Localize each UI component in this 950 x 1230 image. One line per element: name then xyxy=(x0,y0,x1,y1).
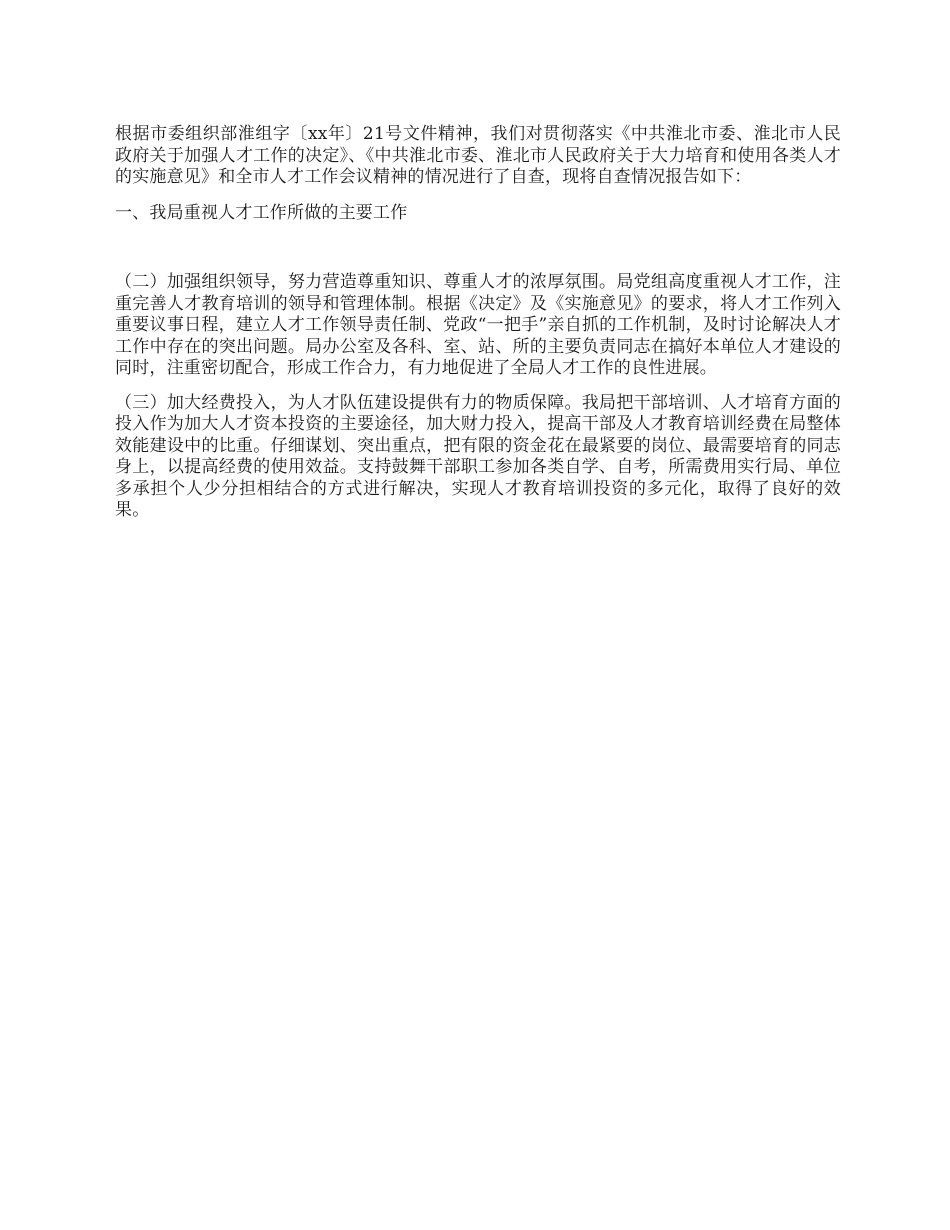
section-heading: 一、我局重视人才工作所做的主要工作 xyxy=(115,202,408,223)
intro-paragraph: 根据市委组织部淮组字〔xx年〕21号文件精神，我们对贯彻落实《中共淮北市委、淮北市人民政府关于加强人才工作的决定》、《中共淮北市委、淮北市人民政府关于大力培育和使用各类人才的实施意见》和全市人才工作会议精神的情况进行了自查，现将自查情况报告如下： xyxy=(115,124,841,187)
paragraph-section-two: （二）加强组织领导，努力营造尊重知识、尊重人才的浓厚氛围。局党组高度重视人才工作，注重完善人才教育培训的领导和管理体制。根据《决定》及《实施意见》的要求，将人才工作列入重要议事日程，建立人才工作领导责任制、党政“一把手”亲自抓的工作机制，及时讨论解决人才工作中存在的突出问题。局办公室及各科、室、站、所的主要负责同志在搞好本单位人才建设的同时，注重密切配合，形成工作合力，有力地促进了全局人才工作的良性进展。 xyxy=(115,272,841,378)
document-body xyxy=(115,124,841,522)
paragraph-section-three: （三）加大经费投入，为人才队伍建设提供有力的物质保障。我局把干部培训、人才培育方面的投入作为加大人才资本投资的主要途径，加大财力投入，提高干部及人才教育培训经费在局整体效能建设中的比重。仔细谋划、突出重点，把有限的资金花在最紧要的岗位、最需要培育的同志身上，以提高经费的使用效益。支持鼓舞干部职工参加各类自学、自考，所需费用实行局、单位多承担个人少分担相结合的方式进行解决，实现人才教育培训投资的多元化，取得了良好的效果。 xyxy=(115,392,841,520)
